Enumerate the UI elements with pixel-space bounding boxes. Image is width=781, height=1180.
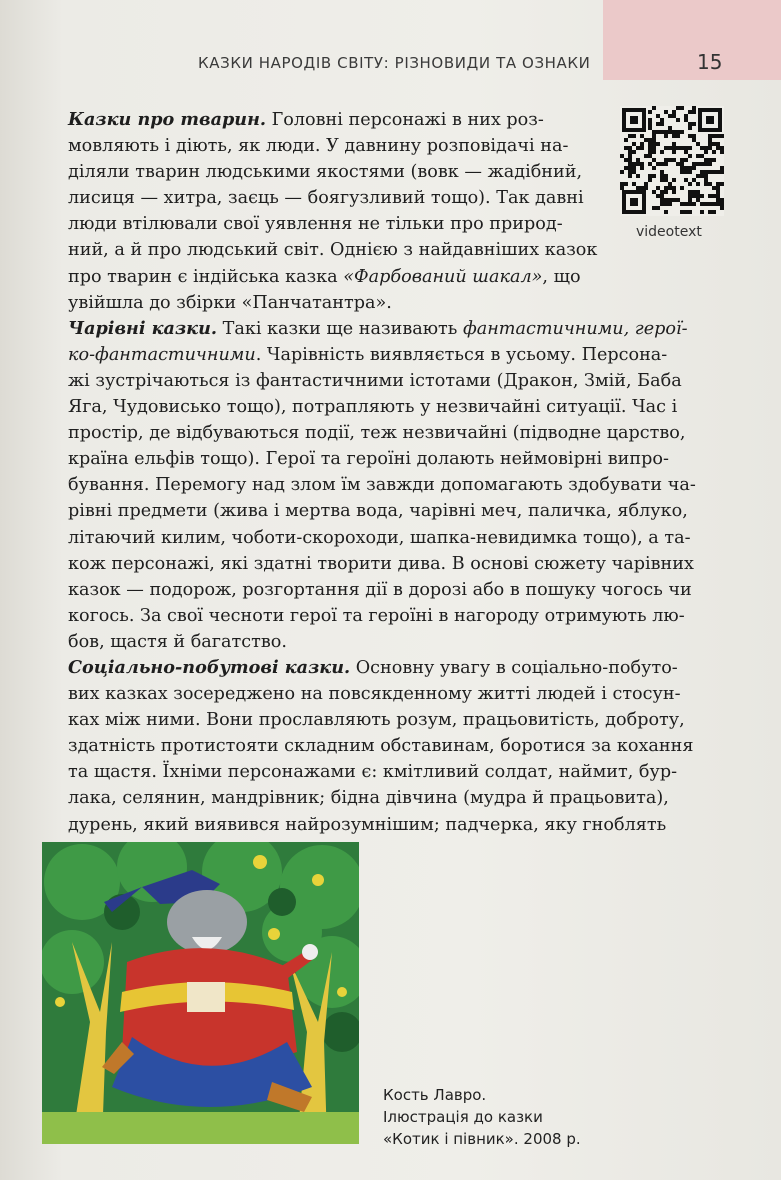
paragraph-animal-tales: Казки про тварин. Головні персонажі в них роз- мовляють і діють, як люди. У давнину розповідачі на- діляли тварин людськими якостями (вовк — жадібний, лисиця — хитра, заєць — боягузливий тощо). Так давні люди втілювали свої уявлення не тільки про природ- ний, а й про людський світ. Однією з найдавніших казок про тварин є індійська казка «Фарбований шакал», що увійшла до збірки «Панчатантра». bbox=[68, 109, 598, 313]
running-title: КАЗКИ НАРОДІВ СВІТУ: РІЗНОВИДИ ТА ОЗНАКИ bbox=[198, 54, 591, 72]
illustration-caption bbox=[383, 1084, 581, 1150]
paragraph-magic-tales: Чарівні казки. Такі казки ще називають фантастичними, герої- ко-фантастичними. Чарівність виявляється в усьому. Персона- жі зустрічаються із фантастичними істотами (Дракон, Змій, Баба Яга, Чудовисько тощо), потрапляють у незвичайні ситуації. Час і простір, де відбуваються події, теж незвичайні (підводне царство, країна ельфів тощо). Герої та героїні долають неймовірні випро- бування. Перемогу над злом їм завжди допомагають здобувати ча- рівні предмети (жива і мертва вода, чарівні меч, паличка, яблуко, літаючий килим, чоботи-скороходи, шапка-невидимка тощо), а та- кож персонажі, які здатні творити дива. В основі сюжету чарівних казок — подорож, розгортання дії в дорозі або в пошуку чогось чи когось. За свої чесноти герої та героїні в нагороду отримують лю- бов, щастя й багатство. bbox=[68, 317, 696, 652]
caption-author: Кость Лавро. bbox=[383, 1086, 487, 1104]
caption-description: Ілюстрація до казки bbox=[383, 1108, 543, 1126]
body-text bbox=[68, 107, 718, 838]
qr-caption: videotext bbox=[636, 224, 702, 240]
paragraph-social-tales: Соціально-побутові казки. Основну увагу в соціально-побуто- вих казках зосереджено на повсякденному житті людей і стосун- ках між ними. Вони прославляють розум, працьовитість, доброту, здатність протистояти складним обставинам, боротися за кохання та щастя. Їхніми персонажами є: кмітливий солдат, наймит, бур- лака, селянин, мандрівник; бідна дівчина (мудра й працьовита), дурень, який виявився найрозумнішим; падчерка, яку гноблять bbox=[68, 656, 694, 835]
lead-magic-tales: Чарівні казки. bbox=[68, 317, 217, 339]
title-fairy-tale: «Фарбований шакал» bbox=[343, 266, 543, 287]
lead-animal-tales: Казки про тварин. bbox=[68, 109, 267, 130]
illustration-cat-cossack bbox=[42, 842, 359, 1144]
page-corner-tab bbox=[603, 0, 781, 80]
caption-title-year: «Котик і півник». 2008 р. bbox=[383, 1130, 581, 1148]
page-number: 15 bbox=[697, 50, 723, 74]
lead-social-tales: Соціально-побутові казки. bbox=[68, 656, 351, 678]
